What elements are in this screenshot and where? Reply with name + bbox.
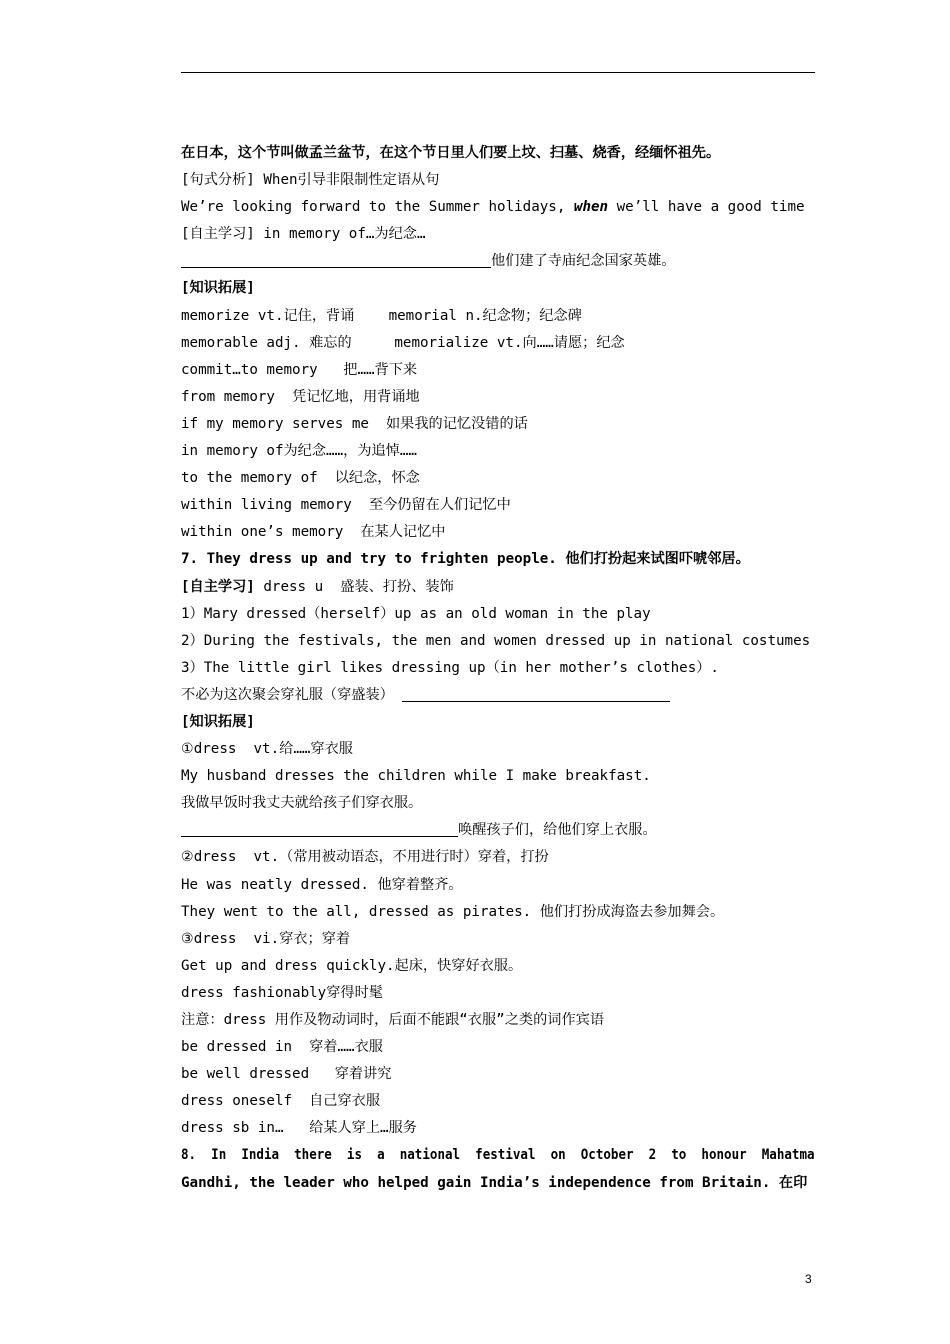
- text-line: 3）The little girl likes dressing up（in her mother’s clothes）.: [181, 659, 719, 676]
- text-line: 2）During the festivals, the men and women dressed up in national costumes: [181, 632, 811, 649]
- item-heading-cont: Gandhi, the leader who helped gain India’s independence from Britain. 在印: [181, 1174, 808, 1191]
- text-line: to the memory of 以纪念，怀念: [181, 470, 420, 487]
- section-heading: [知识拓展]: [181, 713, 255, 730]
- blank-prompt: 唤醒孩子们，给他们穿上衣服。: [458, 822, 657, 839]
- page-number: 3: [805, 1272, 812, 1286]
- text-line: [自主学习] in memory of…为纪念…: [181, 226, 426, 243]
- text-line: 我做早饭时我丈夫就给孩子们穿衣服。: [181, 795, 423, 812]
- text-line: in memory of为纪念……，为追悼……: [181, 443, 417, 460]
- text-line: within one’s memory 在某人记忆中: [181, 524, 446, 541]
- text-line: dress fashionably穿得时髦: [181, 984, 383, 1001]
- item-heading: 7. They dress up and try to frighten people. 他们打扮起来试图吓唬邻居。: [181, 551, 750, 568]
- text-line: 在日本，这个节叫做孟兰盆节，在这个节日里人们要上坟、扫墓、烧香，经缅怀祖先。: [181, 145, 721, 161]
- example-sentence: [181, 194, 815, 221]
- text-line: dress sb in… 给某人穿上…服务: [181, 1120, 417, 1137]
- header-rule: [181, 72, 815, 73]
- fill-blank-line: [181, 682, 815, 709]
- text-line: dress oneself 自己穿衣服: [181, 1093, 381, 1110]
- text-line: ①dress vt.给……穿衣服: [181, 741, 353, 758]
- item-heading: 8. In India there is a national festival on October 2 to honour Mahatma: [181, 1147, 815, 1164]
- text-line: [句式分析] When引导非限制性定语从句: [181, 172, 440, 189]
- section-text: dress u 盛装、打扮、装饰: [254, 578, 454, 595]
- text-line: 注意：dress 用作及物动词时，后面不能跟“衣服”之类的词作宾语: [181, 1012, 605, 1028]
- text-line: He was neatly dressed. 他穿着整齐。: [181, 876, 463, 893]
- answer-blank[interactable]: [181, 819, 458, 837]
- answer-blank[interactable]: [402, 684, 670, 702]
- fill-blank-line: [181, 248, 815, 275]
- answer-blank[interactable]: [181, 250, 491, 268]
- blank-prompt: 不必为这次聚会穿礼服（穿盛装）: [181, 686, 394, 703]
- text-line: memorize vt.记住，背诵 memorial n.纪念物；纪念碑: [181, 307, 582, 324]
- text-line: be dressed in 穿着……衣服: [181, 1039, 383, 1056]
- text-line: [181, 574, 815, 601]
- text-line: Get up and dress quickly.起床，快穿好衣服。: [181, 957, 523, 974]
- text-line: be well dressed 穿着讲究: [181, 1066, 392, 1083]
- text-line: from memory 凭记忆地，用背诵地: [181, 388, 420, 405]
- text-line: ③dress vi.穿衣；穿着: [181, 930, 351, 947]
- text-line: commit…to memory 把……背下来: [181, 361, 418, 378]
- fill-blank-line: [181, 817, 815, 844]
- text-line: They went to the all, dressed as pirates. 他们打扮成海盗去参加舞会。: [181, 903, 725, 920]
- section-heading: [知识拓展]: [181, 280, 255, 297]
- document-body: [181, 140, 815, 1197]
- example-post: we’ll have a good time: [608, 199, 805, 216]
- text-line: within living memory 至今仍留在人们记忆中: [181, 497, 511, 514]
- section-label: [自主学习]: [181, 578, 255, 595]
- text-line: memorable adj. 难忘的 memorialize vt.向……请愿；纪念: [181, 334, 625, 351]
- text-line: My husband dresses the children while I make breakfast.: [181, 768, 651, 785]
- blank-prompt: 他们建了寺庙纪念国家英雄。: [491, 253, 676, 270]
- text-line: ②dress vt.（常用被动语态，不用进行时）穿着，打扮: [181, 849, 549, 866]
- relative-word: when: [573, 199, 609, 216]
- example-pre: We’re looking forward to the Summer holidays,: [181, 199, 574, 216]
- text-line: 1）Mary dressed（herself）up as an old woman in the play: [181, 605, 651, 622]
- text-line: if my memory serves me 如果我的记忆没错的话: [181, 415, 528, 432]
